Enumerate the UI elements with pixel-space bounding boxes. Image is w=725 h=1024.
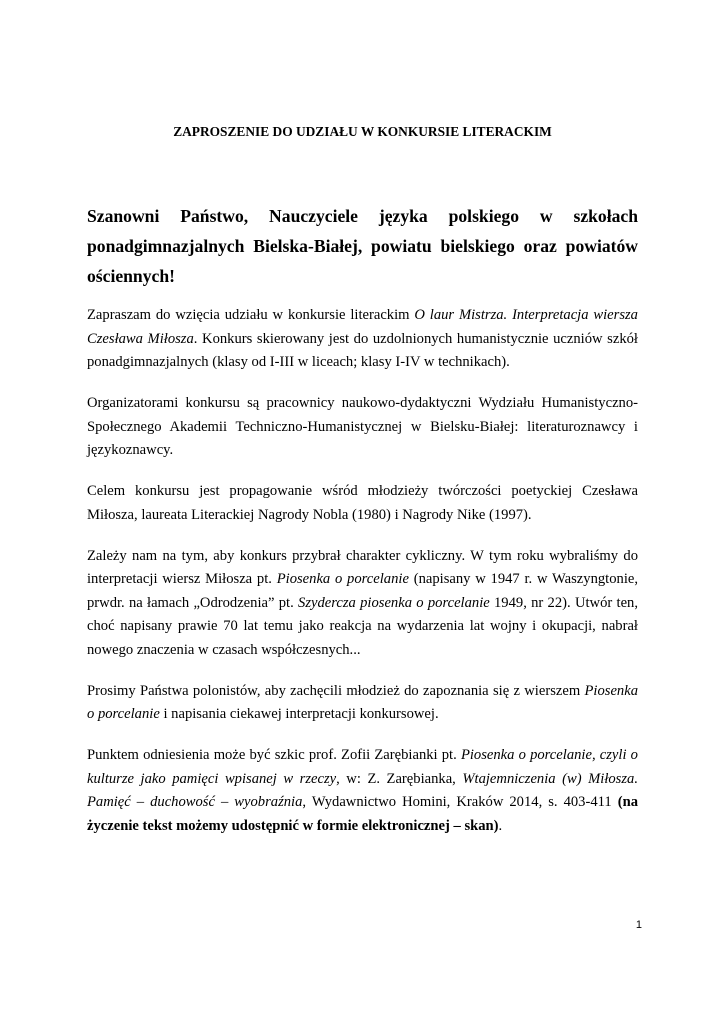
text-run: i napisania ciekawej interpretacji konkursowej. xyxy=(159,706,439,722)
text-run: Celem konkursu jest propagowanie wśród młodzieży twórczości poetyckiej Czesława Miłosza, laureata Literackiej Nagrody Nobla (1980) i Nagrody Nike (1997). xyxy=(87,483,638,523)
paragraph-invitation xyxy=(87,304,638,375)
bold-availability-note: (na życzenie tekst możemy udostępnić w formie elektronicznej – skan) xyxy=(87,794,638,834)
text-run: , w: Z. Zarębianka, xyxy=(336,770,463,787)
salutation: Szanowni Państwo, Nauczyciele języka polskiego w szkołach ponadgimnazjalnych Bielska-Białej, powiatu bielskiego oraz powiatów ościennych! xyxy=(87,206,638,286)
italic-poem-title: Piosenka o porcelanie xyxy=(87,682,638,722)
italic-book-title: Wtajemniczenia (w) Miłosza. Pamięć – duchowość – wyobraźnia xyxy=(87,770,638,810)
italic-essay-title: Piosenka o porcelanie, czyli o kulturze jako pamięci wpisanej w rzeczy xyxy=(87,747,638,787)
paragraph-goal xyxy=(87,480,638,527)
text-run: (napisany w 1947 r. w Waszyngtonie, prwdr. na łamach „Odrodzenia” pt. xyxy=(87,571,638,611)
paragraph-request xyxy=(87,680,638,727)
text-run: , Wydawnictwo Homini, Kraków 2014, s. 403-411 xyxy=(302,794,618,810)
text-run: . Konkurs skierowany jest do uzdolnionych humanistycznie uczniów szkół ponadgimnazjalnych (klasy od I-III w liceach; klasy I-IV w technikach). xyxy=(87,330,638,370)
text-run: 1949, nr 22). Utwór ten, choć napisany prawie 70 lat temu jako reakcja na wydarzenia lat wojny i okupacji, nabrał nowego znaczenia w czasach współczesnych... xyxy=(87,594,638,658)
text-run: Punktem odniesienia może być szkic prof. Zofii Zarębianki pt. xyxy=(87,747,461,763)
text-run: Zależy nam na tym, aby konkurs przybrał charakter cykliczny. W tym roku wybraliśmy do interpretacji wiersz Miłosza pt. xyxy=(87,547,638,587)
italic-poem-title: Piosenka o porcelanie xyxy=(276,571,409,587)
italic-contest-title: O laur Mistrza. Interpretacja wiersza Czesława Miłosza xyxy=(87,307,638,347)
paragraph-poem-choice xyxy=(87,545,638,663)
text-run: Organizatorami konkursu są pracownicy naukowo-dydaktyczni Wydziału Humanistyczno-Społecznego Akademii Techniczno-Humanistycznej w Bielsku-Białej: literaturoznawcy i językoznawcy. xyxy=(87,395,638,458)
document-body xyxy=(87,304,638,856)
page-number: 1 xyxy=(635,919,642,931)
paragraph-reference xyxy=(87,744,638,838)
document-title: ZAPROSZENIE DO UDZIAŁU W KONKURSIE LITERACKIM xyxy=(173,124,552,139)
text-run: Zapraszam do wzięcia udziału w konkursie literackim xyxy=(87,307,415,323)
text-run: . xyxy=(498,817,503,834)
text-run: Prosimy Państwa polonistów, aby zachęcili młodzież do zapoznania się z wierszem xyxy=(87,682,585,699)
italic-original-title: Szydercza piosenka o porcelanie xyxy=(298,594,490,611)
paragraph-organizers xyxy=(87,392,638,463)
